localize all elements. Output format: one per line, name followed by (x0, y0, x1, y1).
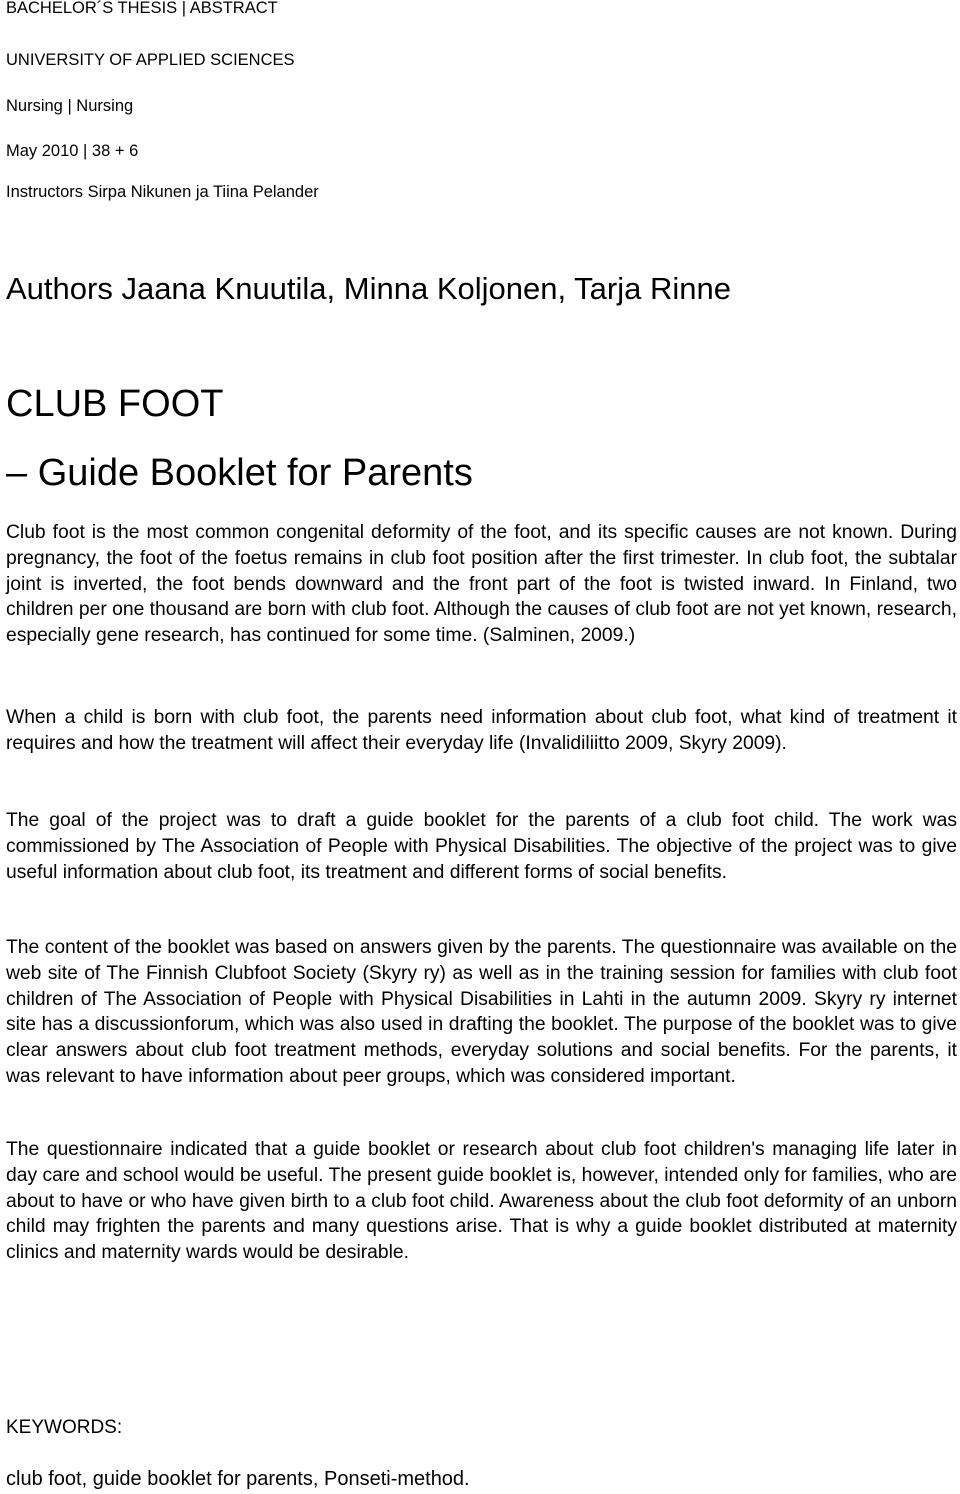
thesis-type: BACHELOR´S THESIS | ABSTRACT (6, 0, 278, 17)
degree-programme: Nursing | Nursing (6, 97, 134, 115)
abstract-paragraph-4: The content of the booklet was based on answers given by the parents. The questionnaire was available on the web site of The Finnish Clubfoot Society (Skyry ry) as well as in the training session for families with club foot children of The Association of People with Physical Disabilities in Lahti in the autumn 2009. Skyry ry internet site has a discussionforum, which was also used in drafting the booklet. The purpose of the booklet was to give clear answers about club foot treatment methods, everyday solutions and social benefits. For the parents, it was relevant to have information about peer groups, which was considered important. (6, 937, 957, 1087)
keywords-value: club foot, guide booklet for parents, Ponseti-method. (6, 1468, 470, 1490)
abstract-paragraph-1: Club foot is the most common congenital deformity of the foot, and its specific causes are not known. During pregnancy, the foot of the foetus remains in club foot position after the first trimester. In club foot, the subtalar joint is inverted, the foot bends downward and the front part of the foot is twisted inward. In Finland, two children per one thousand are born with club foot. Although the causes of club foot are not yet known, research, especially gene research, has continued for some time. (Salminen, 2009.) (6, 522, 957, 647)
title-main: CLUB FOOT (6, 383, 224, 425)
authors: Authors Jaana Knuutila, Minna Koljonen, Tarja Rinne (6, 271, 731, 306)
abstract-paragraph-2: When a child is born with club foot, the parents need information about club foot, what kind of treatment it requires and how the treatment will affect their everyday life (Invalidiliitto 2009, Skyry 2009). (6, 707, 957, 754)
date-pages: May 2010 | 38 + 6 (6, 142, 139, 160)
abstract-paragraph-3: The goal of the project was to draft a guide booklet for the parents of a club foot child. The work was commissioned by The Association of People with Physical Disabilities. The objective of the project was to give useful information about club foot, its treatment and different forms of social benefits. (6, 810, 957, 883)
instructors: Instructors Sirpa Nikunen ja Tiina Pelander (6, 183, 319, 201)
abstract-paragraph-5: The questionnaire indicated that a guide booklet or research about club foot children's managing life later in day care and school would be useful. The present guide booklet is, however, intended only for families, who are about to have or who have given birth to a club foot child. Awareness about the club foot deformity of an unborn child may frighten the parents and many questions arise. That is why a guide booklet distributed at maternity clinics and maternity wards would be desirable. (6, 1139, 957, 1264)
title-subtitle: – Guide Booklet for Parents (6, 452, 473, 494)
keywords-label: KEYWORDS: (6, 1417, 123, 1438)
institution: UNIVERSITY OF APPLIED SCIENCES (6, 51, 295, 69)
